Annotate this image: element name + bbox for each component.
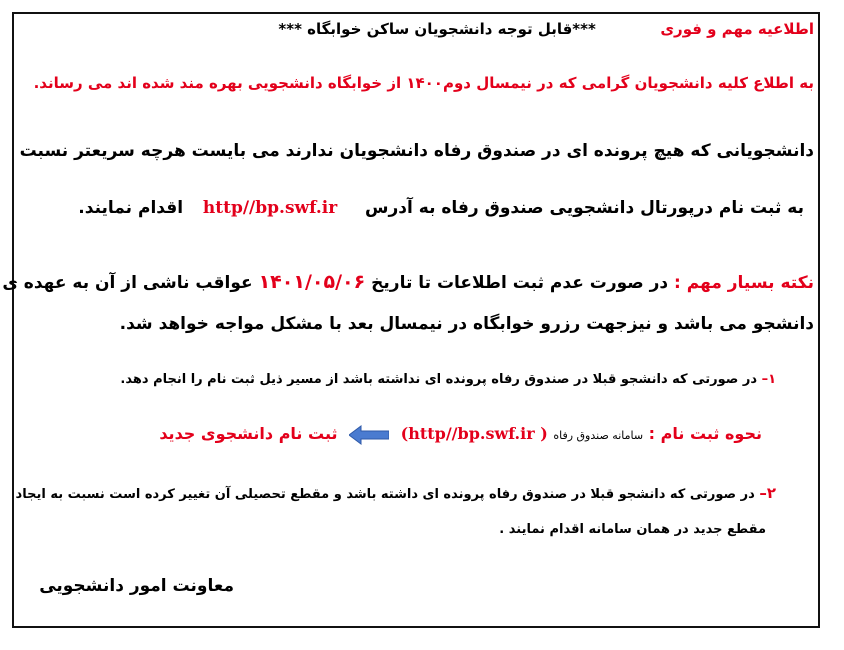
portal-url-link[interactable]: http//bp.swf.ir [202, 198, 338, 218]
arrow-left-icon [349, 425, 389, 445]
para1-line2-text: به ثبت نام درپورتال دانشجویی صندوق رفاه به آدرس [365, 198, 804, 218]
intro-text: به اطلاع کلیه دانشجویان گرامی که در نیمسال دوم۱۴۰۰ از خوابگاه دانشجویی بهره مند شده اند می رساند. [33, 74, 814, 92]
item2-text: در صورتی که دانشجو قبلا در صندوق رفاه پرونده ای داشته باشد و مقطع تحصیلی آن تغییر کرده است نسبت به ایجاد [15, 487, 755, 502]
para1-line2-end: اقدام نمایند. [78, 198, 184, 218]
item1-number: ۱– [761, 372, 776, 387]
item2-line2: مقطع جدید در همان سامانه اقدام نمایند . [499, 522, 766, 537]
note-text-b: عواقب ناشی از آن به عهده ی [2, 273, 253, 293]
deadline-date: ۱۴۰۱/۰۵/۰۶ [258, 271, 366, 293]
registration-line [30, 424, 762, 445]
note-line1 [2, 271, 814, 293]
registration-label: نحوه ثبت نام : [648, 424, 762, 443]
item2-number: ۲– [759, 484, 776, 502]
item2-line1 [15, 484, 776, 502]
item1 [30, 372, 776, 387]
urgent-label: اطلاعیه مهم و فوری [660, 20, 814, 38]
para1-line1: دانشجویانی که هیچ پرونده ای در صندوق رفاه دانشجویان ندارند می بایست هرچه سریعتر نسبت [19, 141, 814, 161]
para1-line2 [30, 198, 804, 218]
signature: معاونت امور دانشجویی [39, 576, 234, 596]
header-line [30, 20, 814, 38]
header-title: ***قابل توجه دانشجویان ساکن خوابگاه *** [278, 20, 596, 38]
note-line2: دانشجو می باشد و نیزجهت رزرو خوابگاه در نیمسال بعد با مشکل مواجه خواهد شد. [119, 314, 814, 334]
note-label: نکته بسیار مهم : [674, 273, 814, 293]
system-name: سامانه صندوق رفاه [553, 429, 644, 442]
note-text-a: در صورت عدم ثبت اطلاعات تا تاریخ [371, 273, 669, 293]
registration-url-link[interactable]: ( http//bp.swf.ir) [400, 424, 548, 443]
item1-text: در صورتی که دانشجو قبلا در صندوق رفاه پرونده ای نداشته باشد از مسیر ذیل ثبت نام را انجام دهد. [120, 372, 758, 387]
new-student-registration: ثبت نام دانشجوی جدید [159, 424, 338, 443]
